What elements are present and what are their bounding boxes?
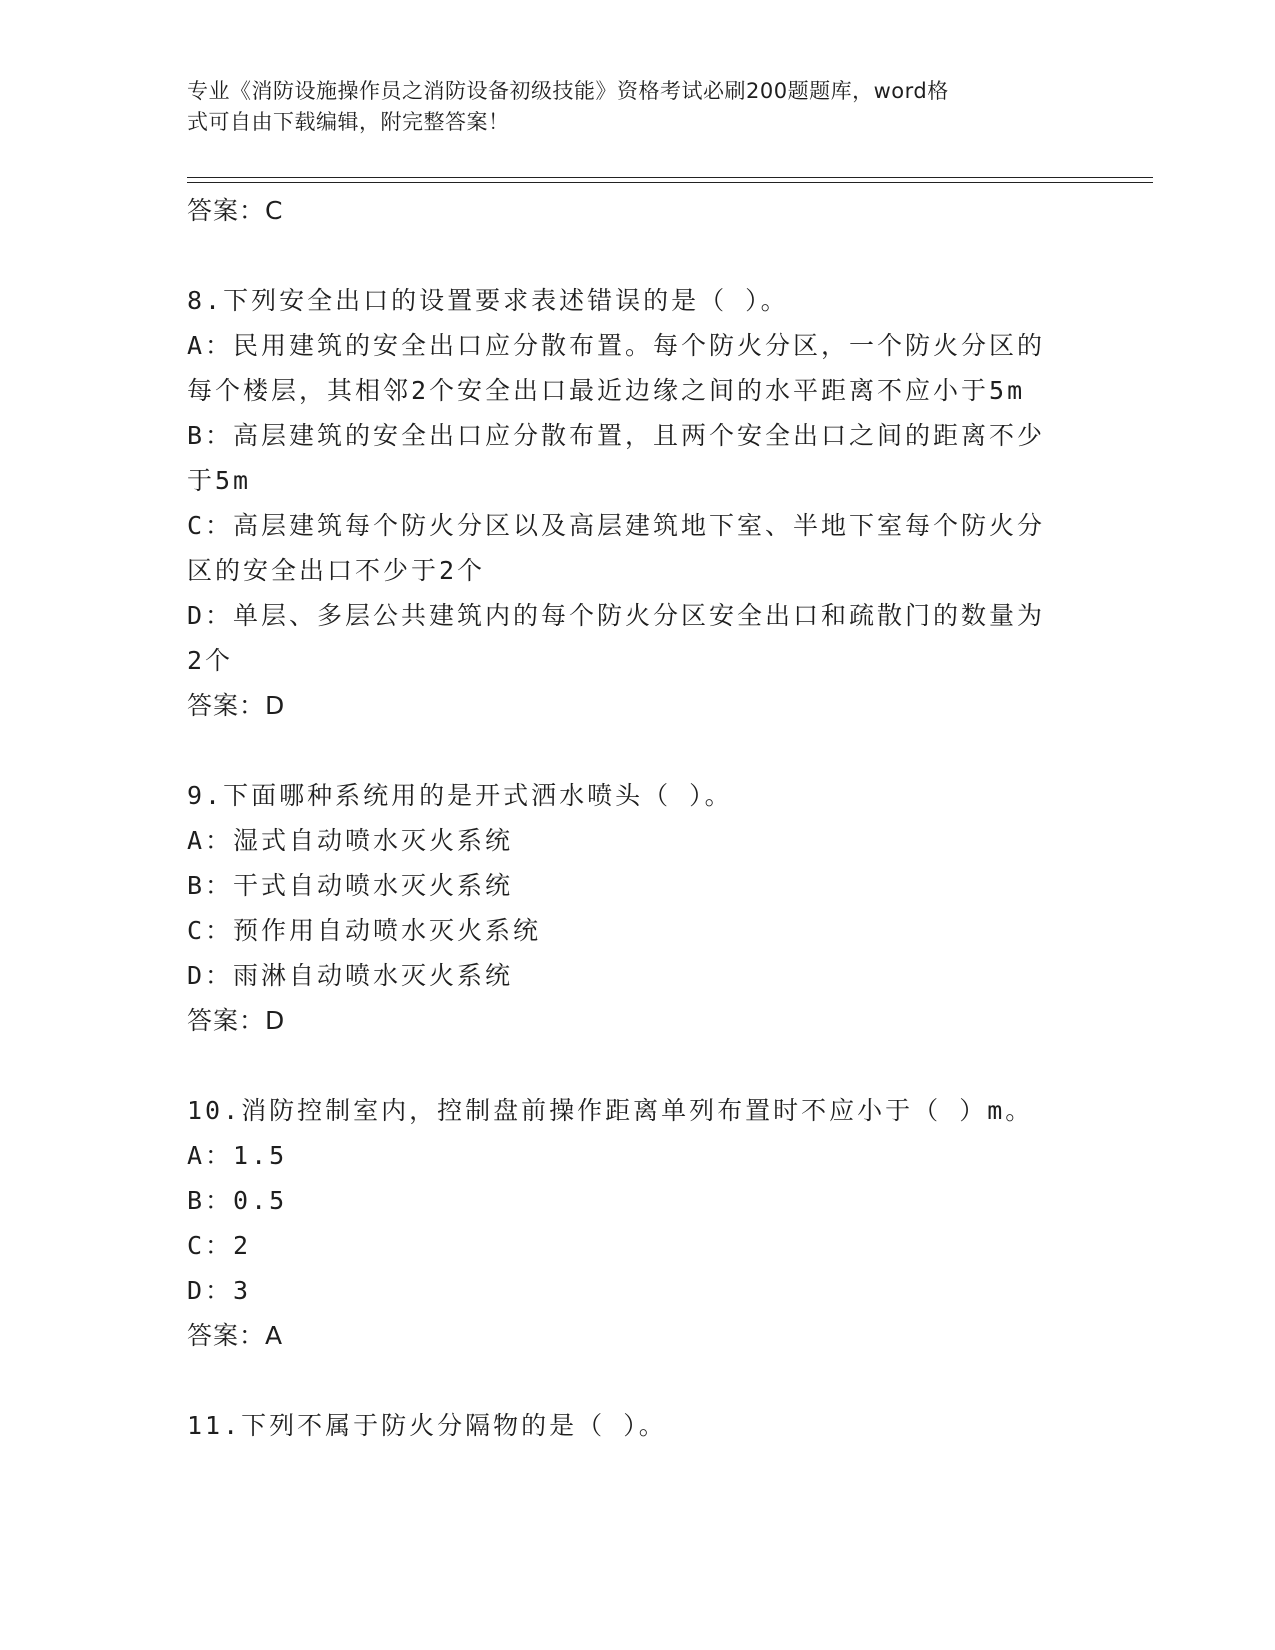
option-9b: B：干式自动喷水灭火系统	[187, 871, 514, 900]
question-11-text: 11.下列不属于防火分隔物的是（ ）。	[187, 1411, 667, 1440]
option-9d: D：雨淋自动喷水灭火系统	[187, 961, 514, 990]
question-9	[187, 773, 1087, 1043]
header-line-1: 专业《消防设施操作员之消防设备初级技能》资格考试必刷200题题库，word格	[187, 79, 949, 103]
question-9-text: 9.下面哪种系统用的是开式洒水喷头（ ）。	[187, 781, 733, 810]
answer-9: 答案：D	[187, 1006, 286, 1035]
answer-8: 答案：D	[187, 691, 286, 720]
option-8b-line2: 于5m	[187, 466, 252, 495]
header-line-2: 式可自由下载编辑，附完整答案！	[187, 110, 510, 134]
header-divider-top	[187, 177, 1153, 178]
option-9c: C：预作用自动喷水灭火系统	[187, 916, 542, 945]
option-10b: B：0.5	[187, 1186, 288, 1215]
option-8c-line2: 区的安全出口不少于2个	[187, 556, 486, 585]
spacer	[187, 728, 1087, 773]
spacer	[187, 1358, 1087, 1403]
spacer	[187, 1043, 1087, 1088]
option-8b-line1: B：高层建筑的安全出口应分散布置，且两个安全出口之间的距离不少	[187, 421, 1046, 450]
spacer	[187, 233, 1087, 278]
option-8a-line1: A：民用建筑的安全出口应分散布置。每个防火分区，一个防火分区的	[187, 331, 1046, 360]
option-10c: C：2	[187, 1231, 252, 1260]
answer-7: 答案：C	[187, 196, 284, 225]
header-divider-bottom	[187, 182, 1153, 183]
question-11	[187, 1403, 1087, 1448]
question-10	[187, 1088, 1087, 1358]
question-list	[187, 188, 1087, 1448]
option-8c-line1: C：高层建筑每个防火分区以及高层建筑地下室、半地下室每个防火分	[187, 511, 1046, 540]
answer-10: 答案：A	[187, 1321, 284, 1350]
document-header	[187, 76, 1067, 138]
option-8a-line2: 每个楼层，其相邻2个安全出口最近边缘之间的水平距离不应小于5m	[187, 376, 1026, 405]
question-10-text: 10.消防控制室内，控制盘前操作距离单列布置时不应小于（ ）m。	[187, 1096, 1034, 1125]
option-10d: D：3	[187, 1276, 252, 1305]
question-8	[187, 278, 1087, 728]
option-8d-line1: D：单层、多层公共建筑内的每个防火分区安全出口和疏散门的数量为	[187, 601, 1046, 630]
option-8d-line2: 2个	[187, 646, 234, 675]
option-9a: A：湿式自动喷水灭火系统	[187, 826, 514, 855]
question-8-text: 8.下列安全出口的设置要求表述错误的是（ ）。	[187, 286, 789, 315]
option-10a: A：1.5	[187, 1141, 288, 1170]
